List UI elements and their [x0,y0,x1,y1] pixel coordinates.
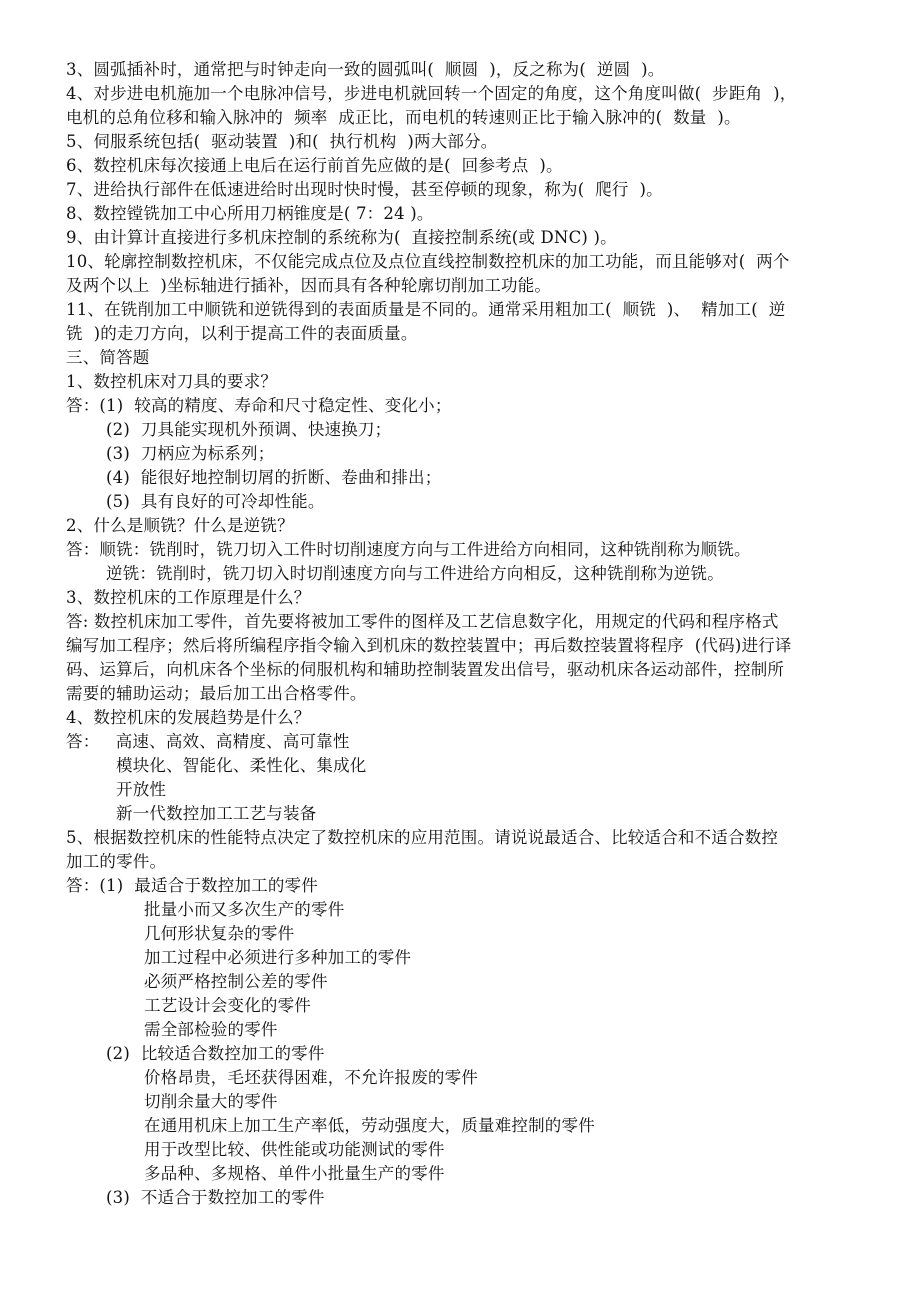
answer-5-group2-item: 在通用机床上加工生产率低，劳动强度大，质量难控制的零件 [144,1116,595,1135]
answer-4-item: 新一代数控加工工艺与装备 [116,804,317,823]
answer-5-group1-item: 几何形状复杂的零件 [144,924,295,943]
answer-5-group2-item: 切削余量大的零件 [144,1092,278,1111]
answer-1-item: (2) 刀具能实现机外预调、快速换刀； [106,420,392,439]
answer-2-first: 答：顺铣：铣削时，铣刀切入工件时切削速度方向与工件进给方向相同，这种铣削称为顺铣。 [66,540,751,559]
answer-4-item: 模块化、智能化、柔性化、集成化 [116,756,367,775]
fill-q7: 7、进给执行部件在低速进给时出现时快时慢，甚至停顿的现象，称为( 爬行 )。 [66,180,663,199]
answer-5-group2-item: 多品种、多规格、单件小批量生产的零件 [144,1164,445,1183]
answer-5-group1-item: 批量小而又多次生产的零件 [144,900,345,919]
answer-1-item: (4) 能很好地控制切屑的折断、卷曲和排出； [106,468,442,487]
answer-5-group1-item: 工艺设计会变化的零件 [144,996,311,1015]
question-5-line2: 加工的零件。 [66,852,167,871]
answer-5-group2-title: (2) 比较适合数控加工的零件 [106,1044,325,1063]
answer-1-first: 答：(1) 较高的精度、寿命和尺寸稳定性、变化小； [66,396,452,415]
fill-q9: 9、由计算计直接进行多机床控制的系统称为( 直接控制系统(或 DNC) )。 [66,228,617,247]
question-4: 4、数控机床的发展趋势是什么？ [66,708,311,727]
answer-3-line2: 编写加工程序；然后将所编程序指令输入到机床的数控装置中；再后数控装置将程序 (代码)进行译 [66,636,792,655]
answer-5-group3-title: (3) 不适合于数控加工的零件 [106,1188,325,1207]
answer-3-line4: 需要的辅助运动；最后加工出合格零件。 [66,684,367,703]
question-5-line1: 5、根据数控机床的性能特点决定了数控机床的应用范围。请说说最适合、比较适合和不适合数控 [66,828,779,847]
section-title: 三、简答题 [66,348,150,367]
fill-q6: 6、数控机床每次接通上电后在运行前首先应做的是( 回参考点 )。 [66,156,563,175]
question-3: 3、数控机床的工作原理是什么？ [66,588,311,607]
answer-4-first: 答： 高速、高效、高精度、高可靠性 [66,732,350,751]
question-1: 1、数控机床对刀具的要求？ [66,372,278,391]
fill-q10-line1: 10、轮廓控制数控机床，不仅能完成点位及点位直线控制数控机床的加工功能，而且能够对( 两个 [66,252,790,271]
fill-q5: 5、伺服系统包括( 驱动装置 )和( 执行机构 )两大部分。 [66,132,498,151]
answer-1-item: (5) 具有良好的可冷却性能。 [106,492,325,511]
answer-5-group1-item: 需全部检验的零件 [144,1020,278,1039]
answer-5-group2-item: 价格昂贵，毛坯获得困难，不允许报废的零件 [144,1068,478,1087]
answer-5-first: 答：(1) 最适合于数控加工的零件 [66,876,318,895]
answer-5-group2-item: 用于改型比较、供性能或功能测试的零件 [144,1140,445,1159]
fill-q11-line2: 铣 )的走刀方向，以利于提高工件的表面质量。 [66,324,418,343]
fill-q10-line2: 及两个以上 )坐标轴进行插补，因而具有各种轮廓切削加工功能。 [66,276,552,295]
answer-1-item: (3) 刀柄应为标系列； [106,444,275,463]
fill-q4-line2: 电机的总角位移和输入脉冲的 频率 成正比，而电机的转速则正比于输入脉冲的( 数量 )。 [66,108,741,127]
answer-3-line1: 答: 数控机床加工零件，首先要将被加工零件的图样及工艺信息数字化，用规定的代码和程序格式 [66,612,779,631]
fill-q4-line1: 4、对步进电机施加一个电脉冲信号，步进电机就回转一个固定的角度，这个角度叫做( 步距角 )， [66,84,797,103]
answer-5-group1-item: 必须严格控制公差的零件 [144,972,328,991]
question-2: 2、什么是顺铣？什么是逆铣？ [66,516,294,535]
answer-2-second: 逆铣：铣削时，铣刀切入时切削速度方向与工件进给方向相反，这种铣削称为逆铣。 [106,564,724,583]
fill-q11-line1: 11、在铣削加工中顺铣和逆铣得到的表面质量是不同的。通常采用粗加工( 顺铣 )、 精加工( 逆 [66,300,786,319]
answer-5-group1-item: 加工过程中必须进行多种加工的零件 [144,948,412,967]
fill-q8: 8、数控镗铣加工中心所用刀柄锥度是( 7：24 )。 [66,204,434,223]
answer-3-line3: 码、运算后，向机床各个坐标的伺服机构和辅助控制装置发出信号，驱动机床各运动部件，控制所 [66,660,785,679]
answer-4-item: 开放性 [116,780,167,799]
fill-q3: 3、圆弧插补时，通常把与时钟走向一致的圆弧叫( 顺圆 )，反之称为( 逆圆 )。 [66,60,665,79]
